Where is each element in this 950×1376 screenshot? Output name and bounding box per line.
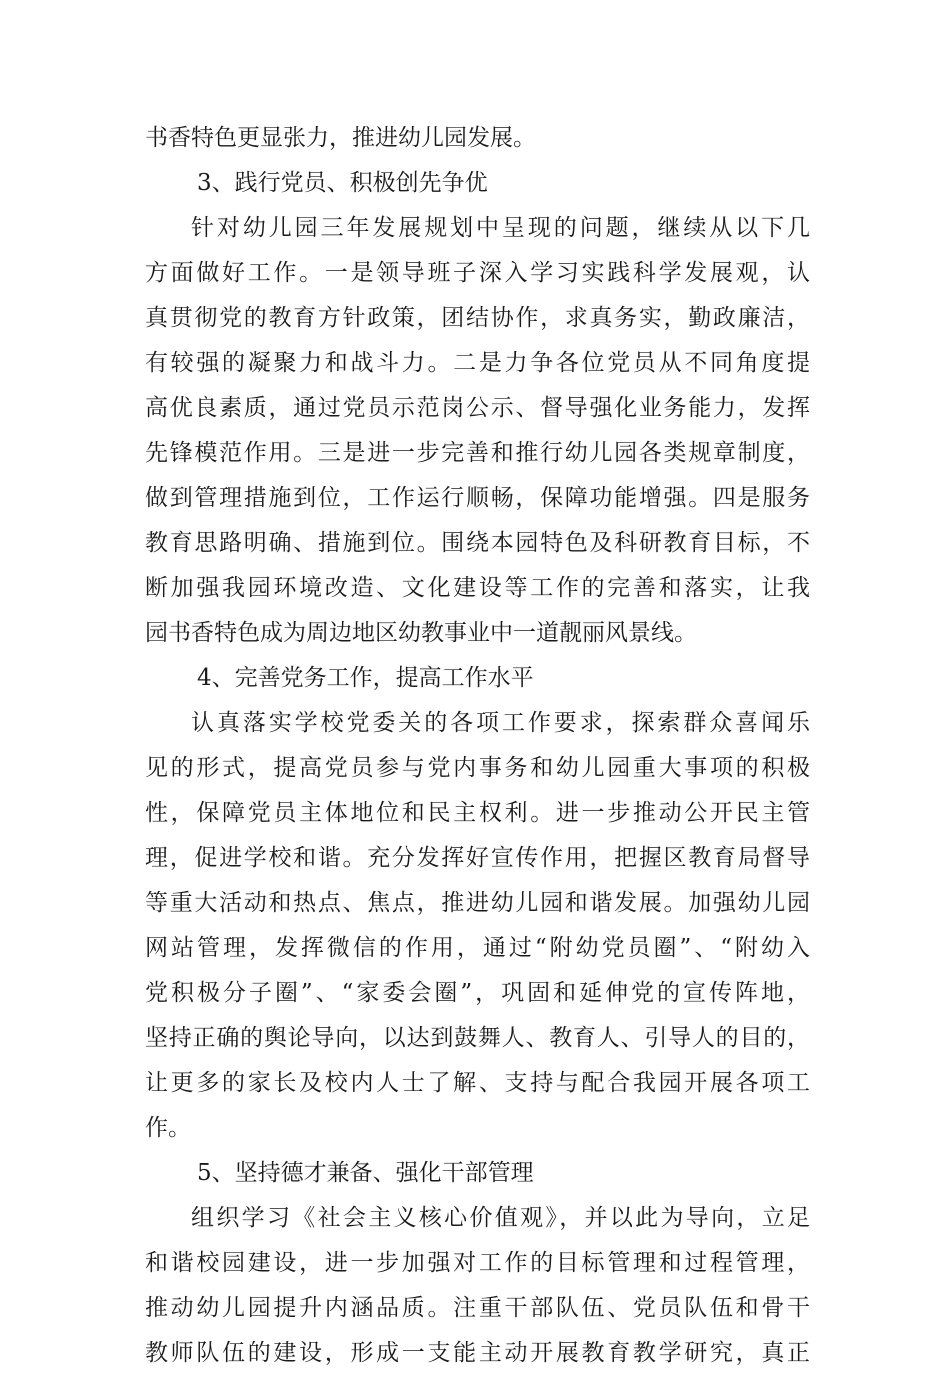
paragraph-line: 针对幼儿园三年发展规划中呈现的问题，继续从以下几 xyxy=(191,215,810,241)
paragraph-line: 认真落实学校党委关的各项工作要求，探索群众喜闻乐 xyxy=(191,710,810,736)
paragraph-line: 书香特色更显张力，推进幼儿园发展。 xyxy=(145,125,536,151)
paragraph-line: 组织学习《社会主义核心价值观》，并以此为导向，立足 xyxy=(191,1205,810,1231)
paragraph-line: 有较强的凝聚力和战斗力。二是力争各位党员从不同角度提 xyxy=(145,350,810,376)
paragraph-line: 园书香特色成为周边地区幼教事业中一道靓丽风景线。 xyxy=(145,620,697,646)
paragraph-line: 推动幼儿园提升内涵品质。注重干部队伍、党员队伍和骨干 xyxy=(145,1295,810,1321)
section-heading: 4、完善党务工作，提高工作水平 xyxy=(197,665,534,691)
paragraph-line: 党积极分子圈”、“家委会圈”，巩固和延伸党的宣传阵地， xyxy=(145,980,810,1006)
paragraph-line: 作。 xyxy=(145,1115,191,1141)
paragraph-line: 高优良素质，通过党员示范岗公示、督导强化业务能力，发挥 xyxy=(145,395,810,421)
paragraph-line: 性，保障党员主体地位和民主权利。进一步推动公开民主管 xyxy=(145,800,810,826)
paragraph-line: 网站管理，发挥微信的作用，通过“附幼党员圈”、“附幼入 xyxy=(145,935,810,961)
paragraph-line: 真贯彻党的教育方针政策，团结协作，求真务实，勤政廉洁， xyxy=(145,305,810,331)
body-text xyxy=(145,116,810,1376)
paragraph-line: 先锋模范作用。三是进一步完善和推行幼儿园各类规章制度， xyxy=(145,440,810,466)
paragraph-line: 让更多的家长及校内人士了解、支持与配合我园开展各项工 xyxy=(145,1070,810,1096)
paragraph-line: 断加强我园环境改造、文化建设等工作的完善和落实，让我 xyxy=(145,575,810,601)
paragraph-line: 教育思路明确、措施到位。围绕本园特色及科研教育目标，不 xyxy=(145,530,810,556)
paragraph-line: 见的形式，提高党员参与党内事务和幼儿园重大事项的积极 xyxy=(145,755,810,781)
paragraph-line: 坚持正确的舆论导向，以达到鼓舞人、教育人、引导人的目的， xyxy=(145,1025,810,1051)
section-heading: 5、坚持德才兼备、强化干部管理 xyxy=(197,1160,534,1186)
paragraph-line: 方面做好工作。一是领导班子深入学习实践科学发展观，认 xyxy=(145,260,810,286)
paragraph-line: 和谐校园建设，进一步加强对工作的目标管理和过程管理， xyxy=(145,1250,810,1276)
paragraph-line: 做到管理措施到位，工作运行顺畅，保障功能增强。四是服务 xyxy=(145,485,810,511)
paragraph-line: 等重大活动和热点、焦点，推进幼儿园和谐发展。加强幼儿园 xyxy=(145,890,810,916)
section-heading: 3、践行党员、积极创先争优 xyxy=(197,170,488,196)
paragraph-line: 理，促进学校和谐。充分发挥好宣传作用，把握区教育局督导 xyxy=(145,845,810,871)
paragraph-line: 教师队伍的建设，形成一支能主动开展教育教学研究，真正 xyxy=(145,1340,810,1366)
